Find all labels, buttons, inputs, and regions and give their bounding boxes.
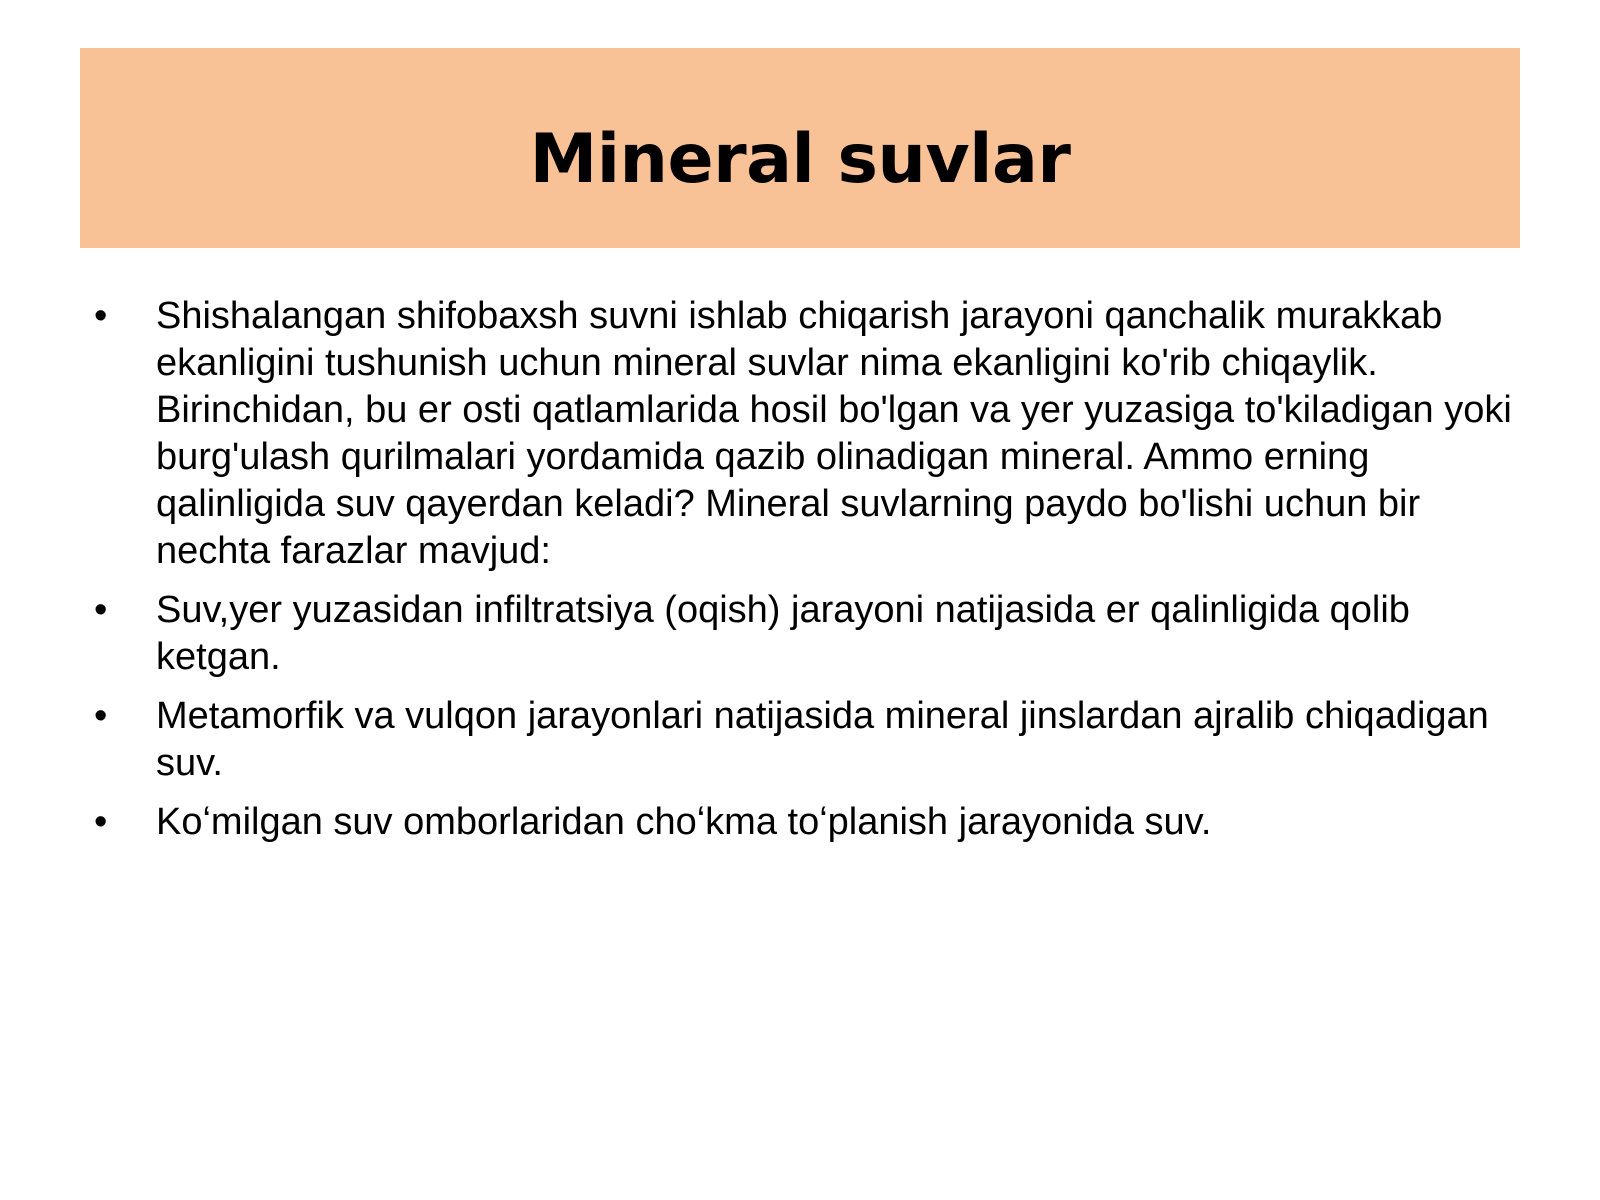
bullet-marker: • bbox=[94, 295, 108, 337]
bullet-item-2 bbox=[94, 587, 1530, 681]
bullet-text: Metamorfik va vulqon jarayonlari natijasida mineral jinslardan ajralib chiqadigan suv. bbox=[156, 695, 1489, 784]
title-band bbox=[80, 48, 1520, 248]
slide-title: Mineral suvlar bbox=[529, 120, 1071, 199]
bullet-list bbox=[94, 293, 1530, 858]
bullet-item-1 bbox=[94, 293, 1530, 575]
bullet-marker: • bbox=[94, 589, 108, 631]
bullet-marker: • bbox=[94, 695, 108, 737]
bullet-marker: • bbox=[94, 801, 108, 843]
bullet-text: Koʻmilgan suv omborlaridan choʻkma toʻplanish jarayonida suv. bbox=[156, 801, 1212, 843]
bullet-text: Suv,yer yuzasidan infiltratsiya (oqish) jarayoni natijasida er qalinligida qolib ketgan. bbox=[156, 589, 1410, 678]
bullet-text: Shishalangan shifobaxsh suvni ishlab chiqarish jarayoni qanchalik murakkab ekanligini tushunish uchun mineral suvlar nima ekanligini ko'rib chiqaylik. Birinchidan, bu er osti qatlamlarida hosil bo'lgan va yer yuzasiga to'kiladigan yoki burg'ulash qurilmalari yordamida qazib olinadigan mineral. Ammo erning qalinligida suv qayerdan keladi? Mineral suvlarning paydo bo'lishi uchun bir nechta farazlar mavjud: bbox=[156, 295, 1512, 572]
bullet-item-3 bbox=[94, 693, 1530, 787]
bullet-item-4 bbox=[94, 799, 1530, 846]
